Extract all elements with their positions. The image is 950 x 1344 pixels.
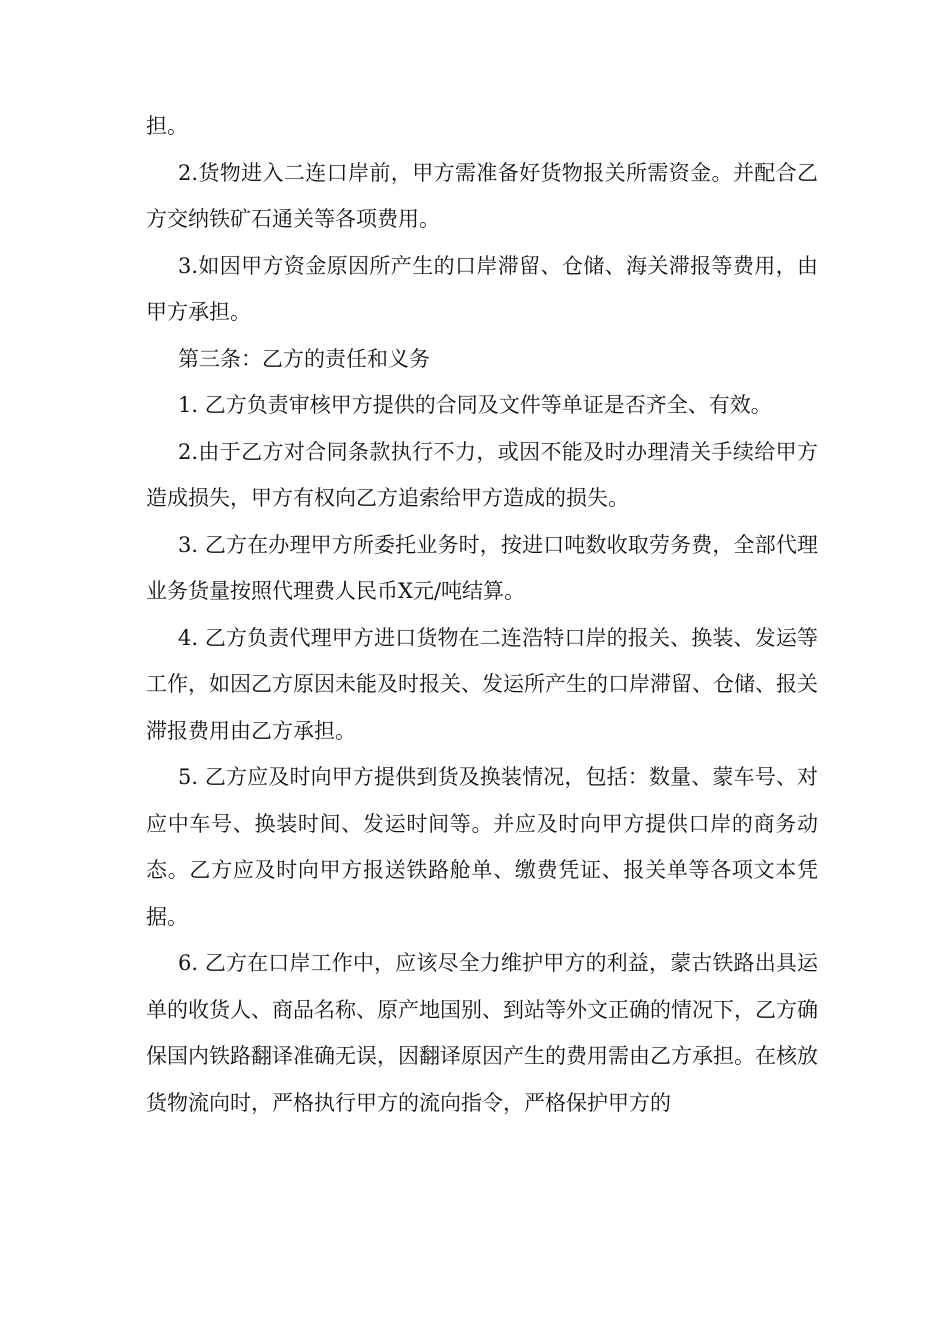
paragraph-continuation: 担。 bbox=[146, 114, 188, 138]
paragraph-clause-3-4: 4. 乙方负责代理甲方进口货物在二连浩特口岸的报关、换装、发运等工作，如因乙方原因未能及时报关、发运所产生的口岸滞留、仓储、报关滞报费用由乙方承担。 bbox=[146, 625, 818, 743]
paragraph-clause-3-5: 5. 乙方应及时向甲方提供到货及换装情况，包括：数量、蒙车号、对应中车号、换装时间、发运时间等。并应及时向甲方提供口岸的商务动态。乙方应及时向甲方报送铁路舱单、缴费凭证、报关单等各项文本凭据。 bbox=[146, 765, 818, 929]
paragraph-clause-2-2: 2.货物进入二连口岸前，甲方需准备好货物报关所需资金。并配合乙方交纳铁矿石通关等各项费用。 bbox=[146, 160, 818, 231]
paragraph-clause-3-6: 6. 乙方在口岸工作中，应该尽全力维护甲方的利益，蒙古铁路出具运单的收货人、商品名称、原产地国别、到站等外文正确的情况下，乙方确保国内铁路翻译准确无误，因翻译原因产生的费用需由乙方承担。在核放货物流向时，严格执行甲方的流向指令，严格保护甲方的 bbox=[146, 951, 818, 1115]
section-heading-article-3: 第三条：乙方的责任和义务 bbox=[178, 346, 430, 371]
paragraph-clause-3-3: 3. 乙方在办理甲方所委托业务时，按进口吨数收取劳务费，全部代理业务货量按照代理费人民币X元/吨结算。 bbox=[146, 532, 818, 603]
paragraph-clause-3-2: 2.由于乙方对合同条款执行不力，或因不能及时办理清关手续给甲方造成损失，甲方有权向乙方追索给甲方造成的损失。 bbox=[146, 439, 818, 510]
document-body bbox=[146, 103, 818, 1126]
paragraph-clause-3-1: 1. 乙方负责审核甲方提供的合同及文件等单证是否齐全、有效。 bbox=[178, 393, 772, 417]
paragraph-clause-2-3: 3.如因甲方资金原因所产生的口岸滞留、仓储、海关滞报等费用，由甲方承担。 bbox=[146, 253, 818, 324]
